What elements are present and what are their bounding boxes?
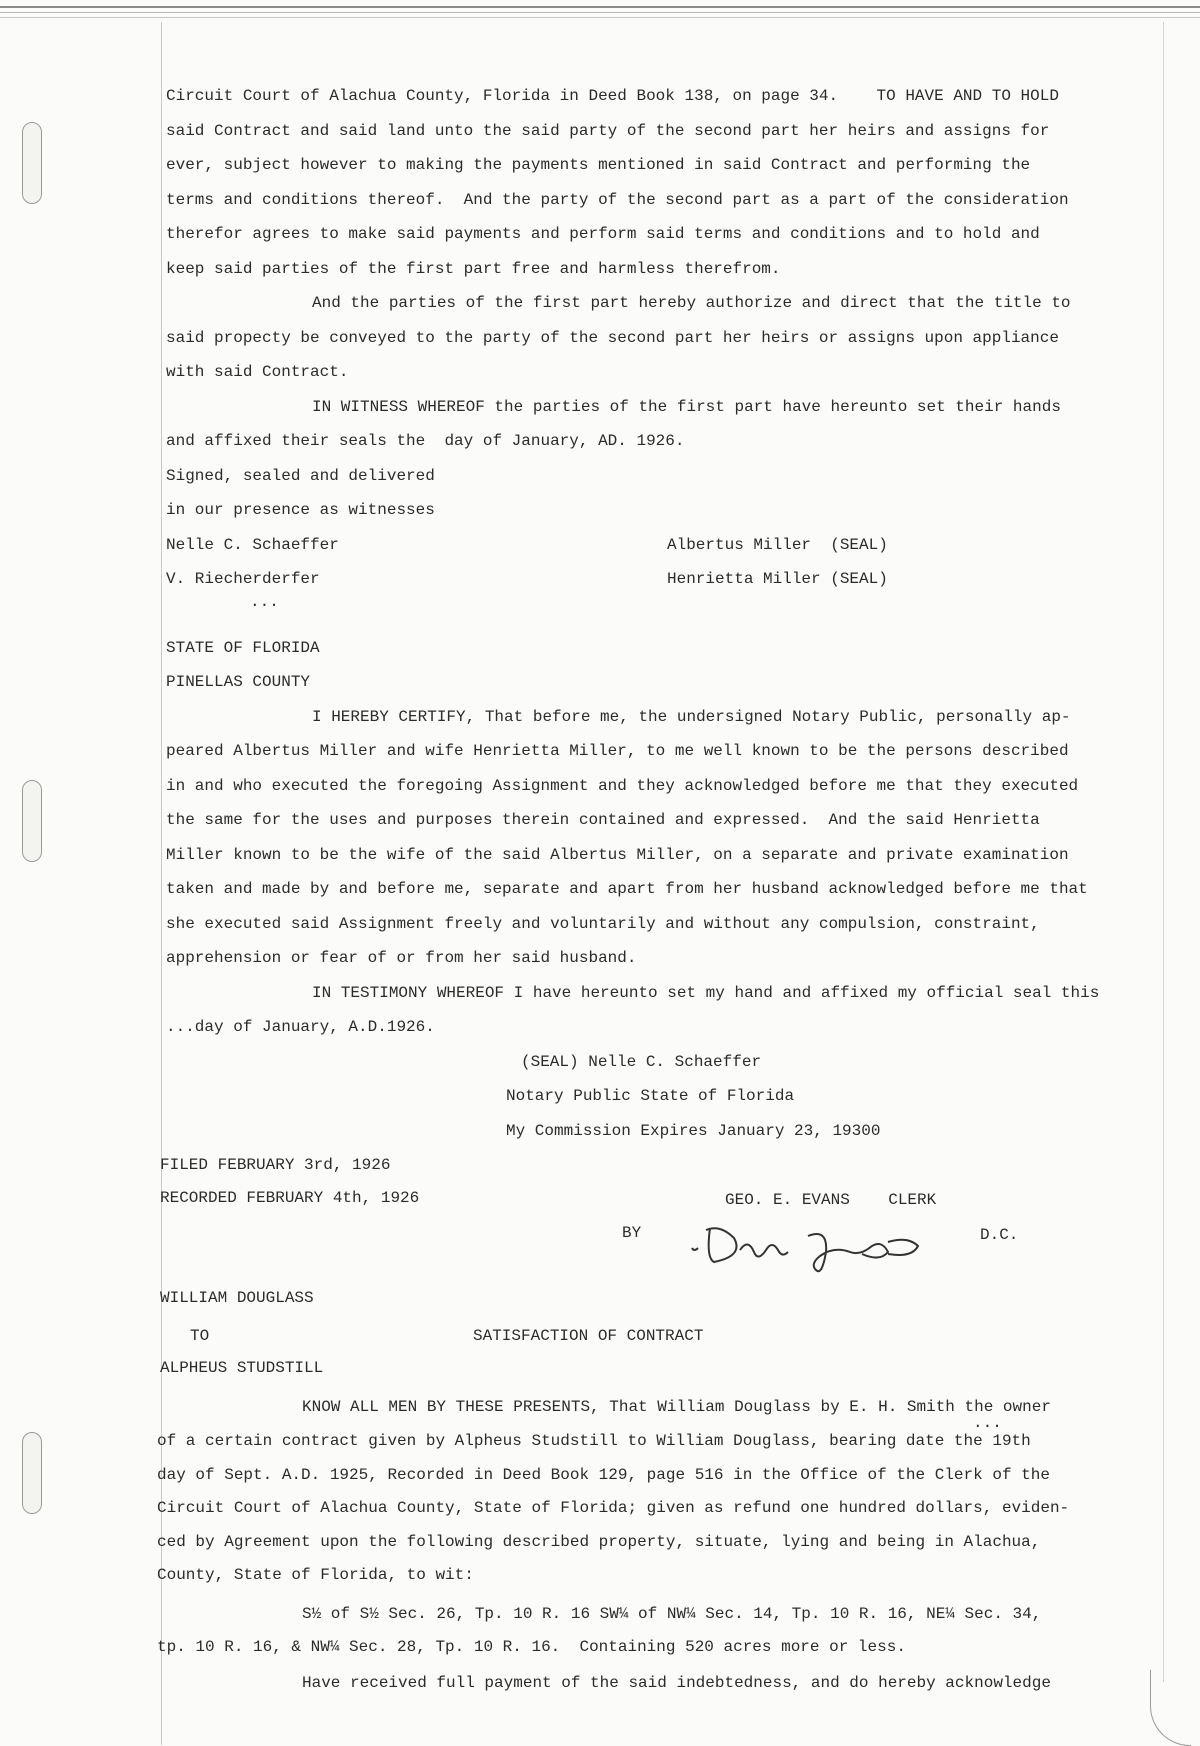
document-line: I HEREBY CERTIFY, That before me, the undersigned Notary Public, personally ap- [312, 708, 1071, 726]
document-line: PINELLAS COUNTY [166, 673, 311, 691]
document-line: taken and made by and before me, separate and apart from her husband acknowledged before me that [166, 880, 1088, 898]
document-line: County, State of Florida, to wit: [157, 1566, 474, 1584]
document-line: tp. 10 R. 16, & NW¼ Sec. 28, Tp. 10 R. 16. Containing 520 acres more or less. [157, 1638, 906, 1656]
clerk-signature [688, 1220, 948, 1290]
document-line: Notary Public State of Florida [506, 1087, 795, 1105]
document-line: BY [622, 1224, 642, 1242]
document-line: therefor agrees to make said payments and perform said terms and conditions and to hold and [166, 225, 1040, 243]
document-line: day of Sept. A.D. 1925, Recorded in Deed Book 129, page 516 in the Office of the Clerk of the [157, 1466, 1050, 1484]
document-line: keep said parties of the first part free and harmless therefrom. [166, 260, 781, 278]
document-line: Circuit Court of Alachua County, State of Florida; given as refund one hundred dollars, eviden- [157, 1499, 1070, 1517]
document-line: Signed, sealed and delivered [166, 467, 435, 485]
document-line: IN WITNESS WHEREOF the parties of the first part have hereunto set their hands [312, 398, 1061, 416]
document-line: ...day of January, A.D.1926. [166, 1018, 435, 1036]
document-line: S½ of S½ Sec. 26, Tp. 10 R. 16 SW¼ of NW¼ Sec. 14, Tp. 10 R. 16, NE¼ Sec. 34, [302, 1605, 1042, 1623]
document-line: IN TESTIMONY WHEREOF I have hereunto set my hand and affixed my official seal this [312, 984, 1100, 1002]
document-line: Miller known to be the wife of the said Albertus Miller, on a separate and private examination [166, 846, 1069, 864]
document-line: peared Albertus Miller and wife Henrietta Miller, to me well known to be the persons described [166, 742, 1069, 760]
document-line: KNOW ALL MEN BY THESE PRESENTS, That William Douglass by E. H. Smith the owner [302, 1398, 1051, 1416]
document-line: Nelle C. Schaeffer [166, 536, 339, 554]
document-line: of a certain contract given by Alpheus Studstill to William Douglass, bearing date the 19th [157, 1432, 1031, 1450]
page-right-edge [1163, 22, 1164, 1682]
document-line: ever, subject however to making the payments mentioned in said Contract and performing the [166, 156, 1031, 174]
document-line: and affixed their seals the day of January, AD. 1926. [166, 432, 685, 450]
punch-hole-bottom [22, 1432, 42, 1514]
document-line: And the parties of the first part hereby authorize and direct that the title to [312, 294, 1071, 312]
document-line: she executed said Assignment freely and voluntarily and without any compulsion, constraint, [166, 915, 1040, 933]
document-line: TO [190, 1327, 210, 1345]
document-line: STATE OF FLORIDA [166, 639, 320, 657]
document-line: SATISFACTION OF CONTRACT [473, 1327, 704, 1345]
document-line: ... [250, 593, 279, 611]
punch-hole-middle [22, 780, 42, 862]
margin-line [161, 22, 162, 1745]
document-line: (SEAL) Nelle C. Schaeffer [521, 1053, 762, 1071]
document-line: in and who executed the foregoing Assignment and they acknowledged before me that they executed [166, 777, 1079, 795]
document-line: Have received full payment of the said indebtedness, and do hereby acknowledge [302, 1674, 1051, 1692]
punch-hole-top [22, 122, 42, 204]
document-line: WILLIAM DOUGLASS [160, 1289, 314, 1307]
top-rule [0, 6, 1200, 13]
document-line: D.C. [980, 1226, 1019, 1244]
document-line: Albertus Miller (SEAL) [667, 536, 888, 554]
document-line: in our presence as witnesses [166, 501, 435, 519]
document-line: RECORDED FEBRUARY 4th, 1926 [160, 1189, 420, 1207]
document-line: ALPHEUS STUDSTILL [160, 1359, 324, 1377]
document-line: the same for the uses and purposes therein contained and expressed. And the said Henrietta [166, 811, 1040, 829]
document-line: FILED FEBRUARY 3rd, 1926 [160, 1156, 391, 1174]
document-line: ... [973, 1414, 1002, 1432]
document-line: with said Contract. [166, 363, 349, 381]
document-line: said propecty be conveyed to the party of the second part her heirs or assigns upon appliance [166, 329, 1059, 347]
document-line: My Commission Expires January 23, 19300 [506, 1122, 881, 1140]
document-line: ced by Agreement upon the following described property, situate, lying and being in Alachua, [157, 1533, 1041, 1551]
top-rule-secondary [0, 17, 1200, 18]
document-line: terms and conditions thereof. And the party of the second part as a part of the consideration [166, 191, 1069, 209]
document-line: V. Riecherderfer [166, 570, 320, 588]
page-corner-curl [1150, 1670, 1191, 1746]
document-line: said Contract and said land unto the said party of the second part her heirs and assigns for [166, 122, 1050, 140]
document-line: apprehension or fear of or from her said husband. [166, 949, 637, 967]
document-line: Circuit Court of Alachua County, Florida in Deed Book 138, on page 34. TO HAVE AND TO HOLD [166, 87, 1059, 105]
document-line: GEO. E. EVANS CLERK [725, 1191, 937, 1209]
document-line: Henrietta Miller (SEAL) [667, 570, 888, 588]
